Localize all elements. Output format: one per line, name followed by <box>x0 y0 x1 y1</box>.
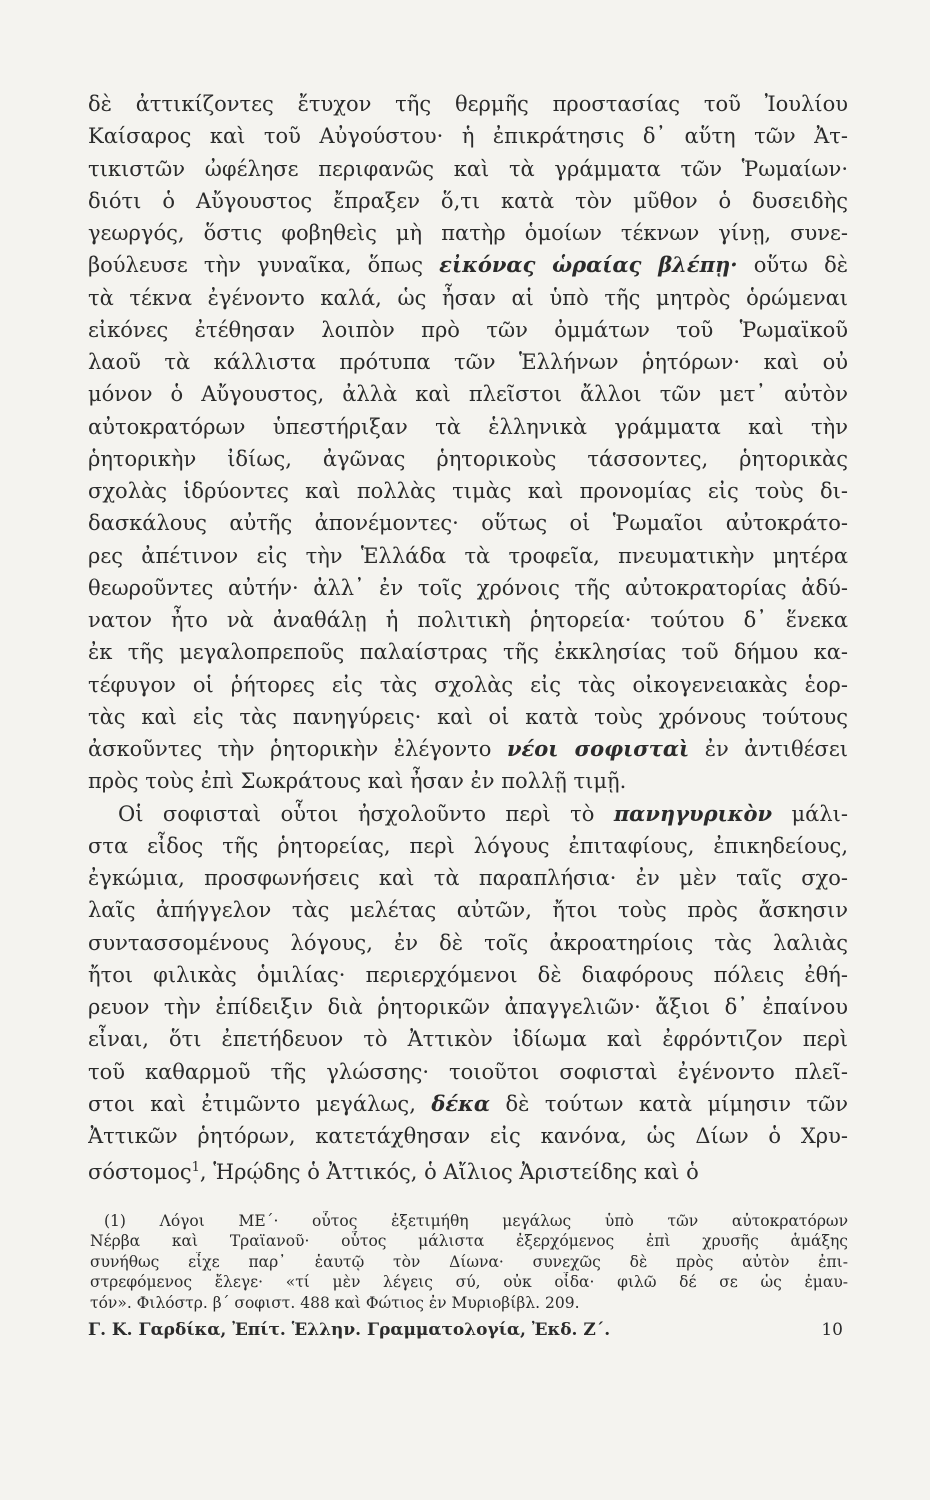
text-line: τὰ τέκνα ἐγένοντο καλά, ὡς ἦσαν αἱ ὑπὸ τῆς μητρὸς ὁρώμεναι <box>88 285 848 310</box>
footnote-line: (1) Λόγοι ΜΕ΄· οὗτος ἐξετιμήθη μεγάλως ὑπὸ τῶν αὐτοκρατόρων <box>104 1212 848 1230</box>
text-line: εἶναι, ὅτι ἐπετήδευον τὸ Ἀττικὸν ἰδίωμα καὶ ἐφρόντιζον περὶ <box>88 1027 848 1052</box>
text-line: τικιστῶν ὠφέλησε περιφανῶς καὶ τὰ γράμματα τῶν Ῥωμαίων· <box>88 156 848 181</box>
text-line: δασκάλους αὐτῆς ἀπονέμοντες· οὕτως οἱ Ῥωμαῖοι αὐτοκράτο- <box>88 511 848 536</box>
spaced-emphasis: εἰκόνας ὡραίας βλέπῃ· <box>439 252 738 278</box>
text-line: διότι ὁ Αὔγουστος ἔπραξεν ὅ,τι κατὰ τὸν μῦθον ὁ δυσειδὴς <box>88 188 848 213</box>
text-line: ἐκ τῆς μεγαλοπρεποῦς παλαίστρας τῆς ἐκκλησίας τοῦ δήμου κα- <box>88 640 848 665</box>
text-line: τὰς καὶ εἰς τὰς πανηγύρεις· καὶ οἱ κατὰ τοὺς χρόνους τούτους <box>88 704 848 729</box>
footnote-line: Νέρβα καὶ Τραϊανοῦ· οὗτος μάλιστα ἐξερχόμενος ἐπὶ χρυσῆς ἁμάξης <box>90 1232 848 1251</box>
spaced-emphasis: νέοι σοφισταὶ <box>506 736 690 761</box>
text-line: ἤτοι φιλικὰς ὁμιλίας· περιερχόμενοι δὲ διαφόρους πόλεις ἐθή- <box>88 962 848 987</box>
text-line: ῥητορικὴν ἰδίως, ἀγῶνας ῥητορικοὺς τάσσοντες, ῥητορικὰς <box>88 446 848 471</box>
signature-footer <box>88 1320 843 1340</box>
footnote-line: τόν». Φιλόστρ. β΄ σοφιστ. 488 καὶ Φώτιος ἐν Μυριοβίβλ. 209. <box>90 1293 580 1312</box>
text-line: λαῖς ἀπήγγελον τὰς μελέτας αὐτῶν, ἤτοι τοὺς πρὸς ἄσκησιν <box>88 898 848 923</box>
signature-text: Γ. Κ. Γαρδίκα, Ἐπίτ. Ἑλλην. Γραμματολογία, Ἐκδ. Ζ΄. <box>88 1320 611 1340</box>
text-line: σόστομος$^1$, Ἡρῴδης ὁ Ἀττικός, ὁ Αἴλιος Ἀριστείδης καὶ ὁ <box>88 1160 699 1185</box>
text-line: Οἱ σοφισταὶ οὗτοι ἠσχολοῦντο περὶ τὸ πανηγυρικὸν μάλι- <box>118 800 848 826</box>
text-line: ρευον τὴν ἐπίδειξιν διὰ ῥητορικῶν ἀπαγγελιῶν· ἄξιοι δ᾿ ἐπαίνου <box>88 995 848 1019</box>
text-line: ἀσκοῦντες τὴν ῥητορικὴν ἐλέγοντο νέοι σοφισταὶ ἐν ἀντιθέσει <box>88 736 848 761</box>
spaced-emphasis: πανηγυρικὸν <box>613 800 773 826</box>
text-line: δὲ ἀττικίζοντες ἔτυχον τῆς θερμῆς προστασίας τοῦ Ἰουλίου <box>88 92 848 116</box>
spaced-emphasis: δέκα <box>431 1090 491 1116</box>
text-line: στα εἶδος τῆς ῥητορείας, περὶ λόγους ἐπιταφίους, ἐπικηδείους, <box>88 833 848 858</box>
text-line: ἐγκώμια, προσφωνήσεις καὶ τὰ παραπλήσια· ἐν μὲν ταῖς σχο- <box>88 866 848 890</box>
text-line: πρὸς τοὺς ἐπὶ Σωκράτους καὶ ἦσαν ἐν πολλῇ τιμῇ. <box>88 769 627 794</box>
footnote <box>90 1211 848 1313</box>
text-line: αὐτοκρατόρων ὑπεστήριξαν τὰ ἑλληνικὰ γράμματα καὶ τὴν <box>88 414 848 439</box>
text-line: τοῦ καθαρμοῦ τῆς γλώσσης· τοιοῦτοι σοφισταὶ ἐγένοντο πλεῖ- <box>88 1059 848 1084</box>
text-line: Καίσαρος καὶ τοῦ Αὐγούστου· ἡ ἐπικράτησις δ᾿ αὕτη τῶν Ἀτ- <box>88 124 848 149</box>
text-line: μόνον ὁ Αὔγουστος, ἀλλὰ καὶ πλεῖστοι ἄλλοι τῶν μετ᾿ αὐτὸν <box>88 382 848 407</box>
text-line: βούλευσε τὴν γυναῖκα, ὅπως εἰκόνας ὡραίας βλέπῃ· οὕτω δὲ <box>88 252 848 278</box>
text-line: συντασσομένους λόγους, ἐν δὲ τοῖς ἀκροατηρίοις τὰς λαλιὰς <box>88 930 848 955</box>
footnote-marker: 1 <box>191 1160 200 1176</box>
text-line: στοι καὶ ἐτιμῶντο μεγάλως, δέκα δὲ τούτων κατὰ μίμησιν τῶν <box>88 1090 848 1116</box>
page-number: 10 <box>821 1320 843 1340</box>
text-line: σχολὰς ἱδρύοντες καὶ πολλὰς τιμὰς καὶ προνομίας εἰς τοὺς δι- <box>88 479 848 503</box>
text-line: λαοῦ τὰ κάλλιστα πρότυπα τῶν Ἑλλήνων ῥητόρων· καὶ οὐ <box>88 350 848 374</box>
text-line: νατον ἦτο νὰ ἀναθάλῃ ἡ πολιτικὴ ῥητορεία· τούτου δ᾿ ἕνεκα <box>88 608 848 632</box>
text-line: τέφυγον οἱ ῥήτορες εἰς τὰς σχολὰς εἰς τὰς οἰκογενειακὰς ἑορ- <box>88 672 848 697</box>
footnote-line: στρεφόμενος ἔλεγε· «τί μὲν λέγεις σύ, οὐκ οἶδα· φιλῶ δέ σε ὡς ἐμαυ- <box>90 1273 848 1292</box>
text-line: γεωργός, ὅστις φοβηθεὶς μὴ πατὴρ ὁμοίων τέκνων γίνῃ, συνε- <box>88 221 848 245</box>
body-text <box>88 88 848 1185</box>
footnote-line: συνήθως εἶχε παρ᾿ ἑαυτῷ τὸν Δίωνα· συνεχῶς δὲ πρὸς αὐτὸν ἐπι- <box>90 1252 848 1271</box>
text-line: ρες ἀπέτινον εἰς τὴν Ἑλλάδα τὰ τροφεῖα, πνευματικὴν μητέρα <box>88 543 848 568</box>
text-line: θεωροῦντες αὐτήν· ἀλλ᾿ ἐν τοῖς χρόνοις τῆς αὐτοκρατορίας ἀδύ- <box>88 575 848 600</box>
text-line: Ἀττικῶν ῥητόρων, κατετάχθησαν εἰς κανόνα, ὡς Δίων ὁ Χρυ- <box>88 1124 848 1148</box>
text-line: εἰκόνες ἐτέθησαν λοιπὸν πρὸ τῶν ὀμμάτων τοῦ Ῥωμαϊκοῦ <box>88 317 848 342</box>
